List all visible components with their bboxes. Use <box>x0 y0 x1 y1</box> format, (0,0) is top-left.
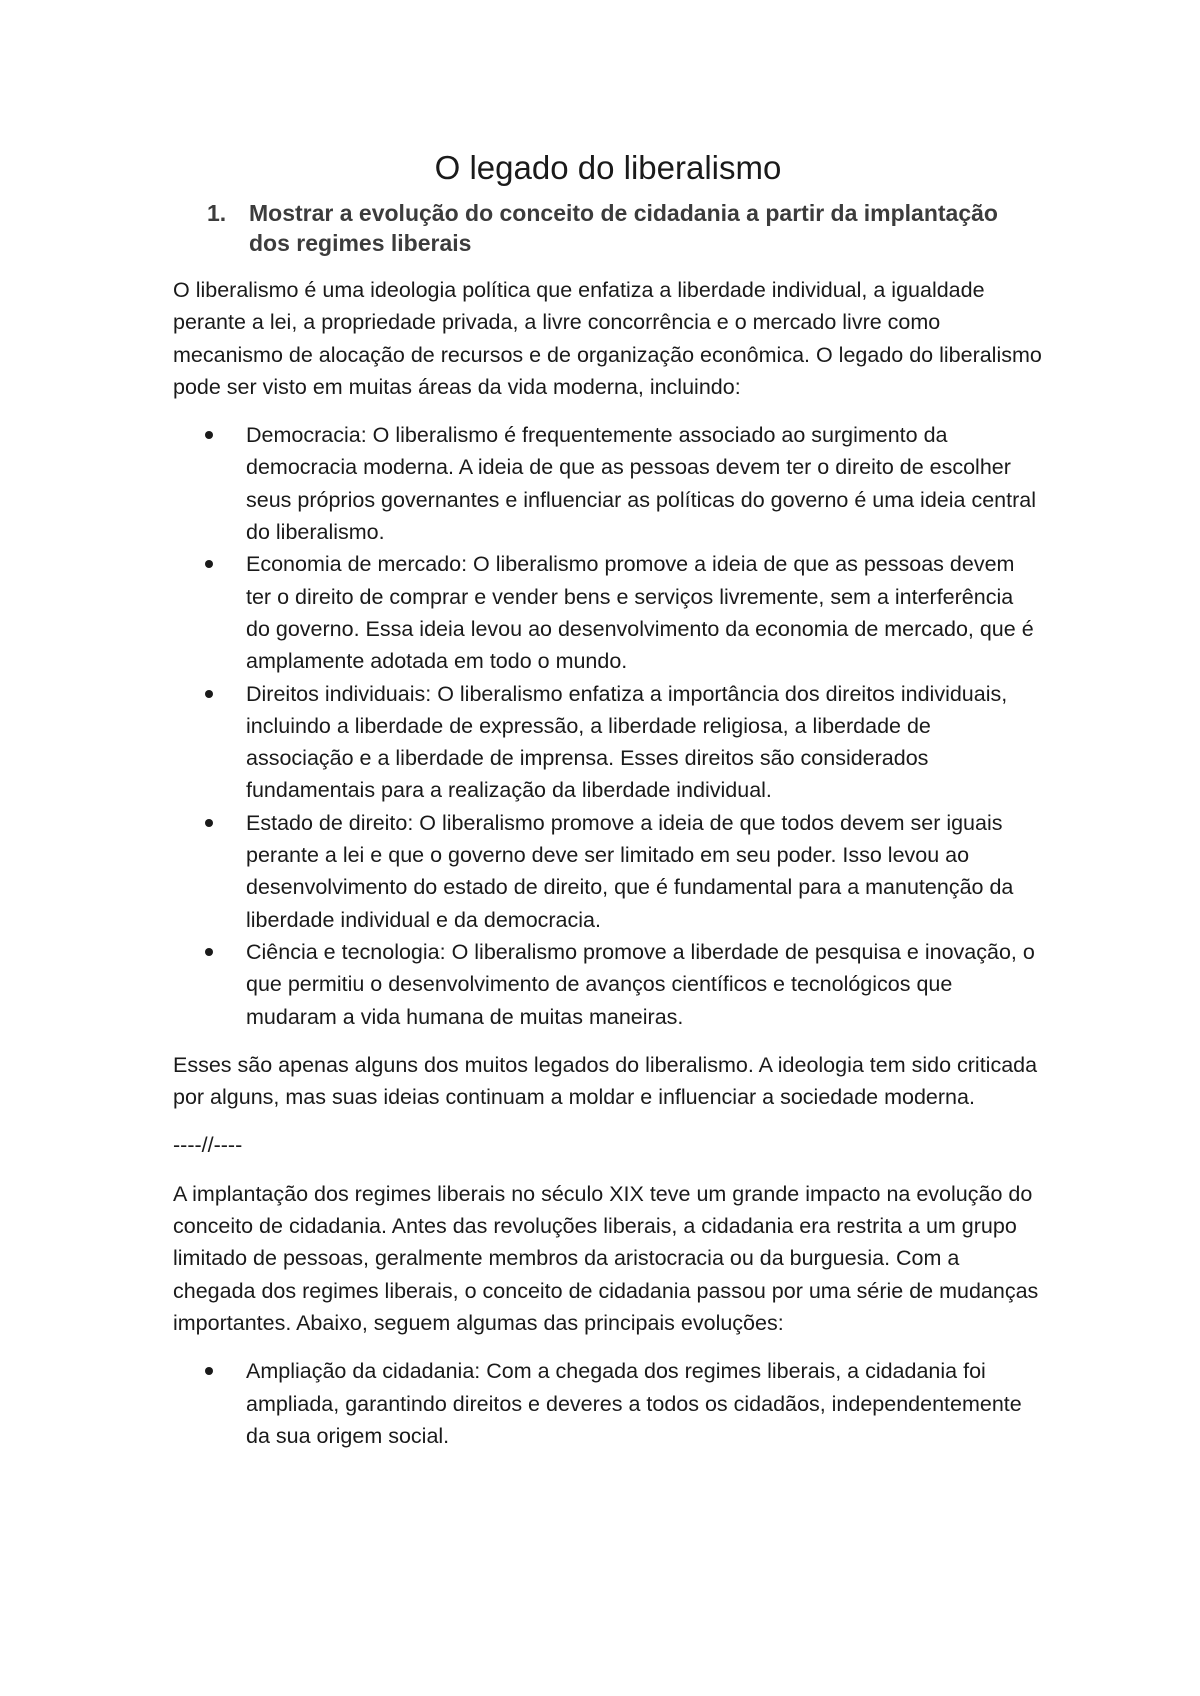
document-body <box>173 140 1043 1452</box>
list-item <box>173 936 1043 1033</box>
legacy-list <box>173 419 1043 1033</box>
list-item-text: Economia de mercado: O liberalismo promove a ideia de que as pessoas devem ter o direito de comprar e vender bens e serviços livremente, sem a interferência do governo. Essa ideia levou ao desenvolvimento da economia de mercado, que é amplamente adotada em todo o mundo. <box>246 552 1034 674</box>
list-item <box>173 548 1043 677</box>
list-item-text: Ampliação da cidadania: Com a chegada dos regimes liberais, a cidadania foi ampliada, garantindo direitos e deveres a todos os cidadãos, independentemente da sua origem social. <box>246 1359 1022 1448</box>
list-item <box>173 419 1043 548</box>
list-item-text: Direitos individuais: O liberalismo enfatiza a importância dos direitos individuais, incluindo a liberdade de expressão, a liberdade religiosa, a liberdade de associação e a liberdade de imprensa. Esses direitos são considerados fundamentais para a realização da liberdade individual. <box>246 681 1008 803</box>
conclusion-paragraph: Esses são apenas alguns dos muitos legados do liberalismo. A ideologia tem sido criticada por alguns, mas suas ideias continuam a moldar e influenciar a sociedade moderna. <box>173 1052 1038 1110</box>
document-title: O legado do liberalismo <box>434 149 782 186</box>
list-item-text: Estado de direito: O liberalismo promove a ideia de que todos devem ser iguais perante a lei e que o governo deve ser limitado em seu poder. Isso levou ao desenvolvimento do estado de direito, que é fundamental para a manutenção da liberdade individual e da democracia. <box>246 810 1014 932</box>
list-item-text: Ciência e tecnologia: O liberalismo promove a liberdade de pesquisa e inovação, o que permitiu o desenvolvimento de avanços científicos e tecnológicos que mudaram a vida humana de muitas maneiras. <box>246 939 1035 1029</box>
evolution-list <box>173 1355 1043 1452</box>
heading-number: 1. <box>207 200 227 226</box>
list-item-text: Democracia: O liberalismo é frequentemente associado ao surgimento da democracia moderna. A ideia de que as pessoas devem ter o direito de escolher seus próprios governantes e influenciar as políticas do governo é uma ideia central do liberalismo. <box>246 423 1036 545</box>
citizenship-paragraph: A implantação dos regimes liberais no século XIX teve um grande impacto na evolução do conceito de cidadania. Antes das revoluções liberais, a cidadania era restrita a um grupo limitado de pessoas, geralmente membros da aristocracia ou da burguesia. Com a chegada dos regimes liberais, o conceito de cidadania passou por uma série de mudanças importantes. Abaixo, seguem algumas das principais evoluções: <box>173 1181 1039 1335</box>
list-item <box>173 678 1043 807</box>
bullet-icon <box>205 560 213 568</box>
list-item <box>173 807 1043 936</box>
bullet-icon <box>205 819 213 827</box>
heading-text: Mostrar a evolução do conceito de cidadania a partir da implantação dos regimes liberais <box>249 200 998 256</box>
bullet-icon <box>205 1367 213 1375</box>
bullet-icon <box>205 948 213 956</box>
intro-paragraph: O liberalismo é uma ideologia política que enfatiza a liberdade individual, a igualdade perante a lei, a propriedade privada, a livre concorrência e o mercado livre como mecanismo de alocação de recursos e de organização econômica. O legado do liberalismo pode ser visto em muitas áreas da vida moderna, incluindo: <box>173 278 1042 399</box>
bullet-icon <box>205 690 213 698</box>
section-separator: ----//---- <box>173 1133 243 1158</box>
list-item <box>173 1355 1043 1452</box>
section-heading <box>173 198 1043 258</box>
bullet-icon <box>205 431 213 439</box>
